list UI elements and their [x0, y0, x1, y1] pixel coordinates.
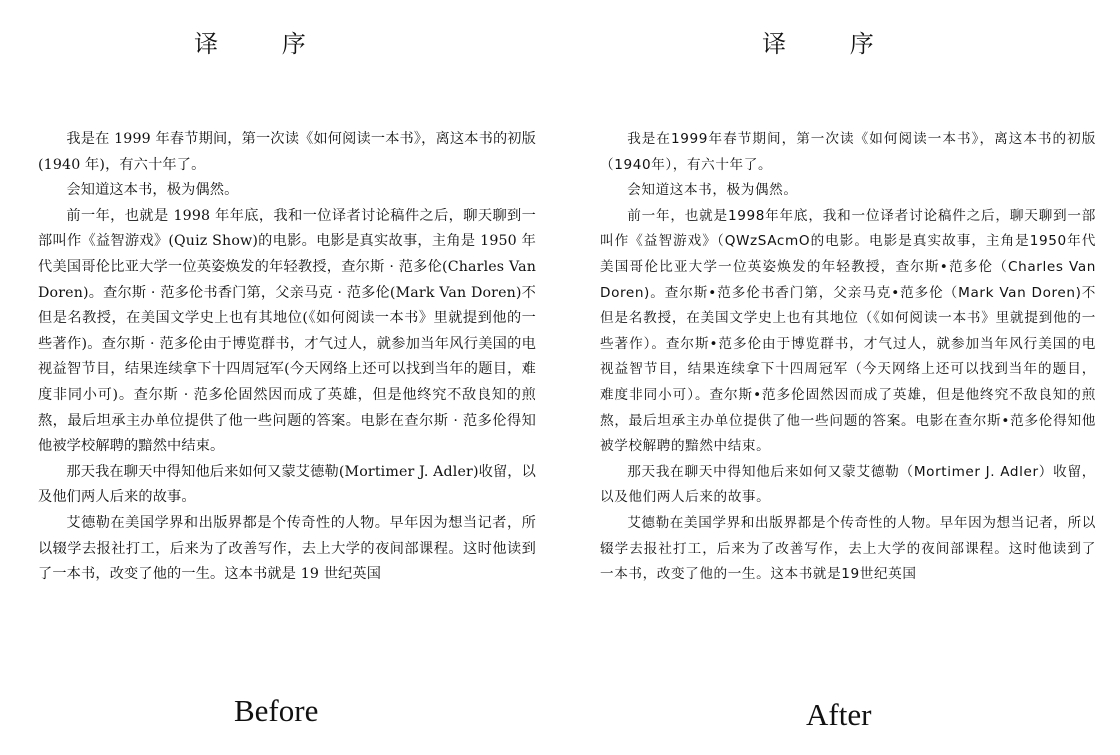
- before-page: [38, 0, 536, 690]
- paragraph: 前一年，也就是1998年年底，我和一位译者讨论稿件之后，聊天聊到一部叫作《益智游戏》（QWzSAcmO的电影。电影是真实故事，主角是1950年代美国哥伦比亚大学一位英姿焕发的年轻教授，查尔斯•范多伦（Charles Van Doren)。查尔斯•范多伦书香门第，父亲马克•范多伦（Mark Van Doren)不但是名教授，在美国文学史上也有其地位（《如何阅读一本书》里就提到他的一些著作）。查尔斯•范多伦由于博览群书，才气过人，就参加当年风行美国的电视益智节目，结果连续拿下十四周冠军（今天网络上还可以找到当年的题目，难度非同小可）。查尔斯•范多伦固然因而成了英雄，但是他终究不敌良知的煎熬，最后坦承主办单位提供了他一些问题的答案。电影在查尔斯•范多伦得知他被学校解聘的黯然中结束。: [600, 207, 1096, 455]
- paragraph: 那天我在聊天中得知他后来如何又蒙艾德勒(Mortimer J. Adler)收留，以及他们两人后来的故事。: [38, 463, 536, 506]
- paragraph: 我是在 1999 年春节期间，第一次读《如何阅读一本书》，离这本书的初版(1940 年)，有六十年了。: [38, 131, 536, 173]
- body-text: [600, 127, 1096, 588]
- paragraph: 艾德勒在美国学界和出版界都是个传奇性的人物。早年因为想当记者，所以辍学去报社打工，后来为了改善写作，去上大学的夜间部课程。这时他读到了一本书，改变了他的一生。这本书就是19世纪英国: [600, 514, 1096, 583]
- after-caption: After: [806, 697, 872, 732]
- body-text: [38, 127, 536, 588]
- paragraph: 会知道这本书，极为偶然。: [627, 182, 798, 199]
- paragraph: 我是在1999年春节期间，第一次读《如何阅读一本书》，离这本书的初版（1940年），有六十年了。: [600, 131, 1096, 173]
- paragraph: 前一年，也就是 1998 年年底，我和一位译者讨论稿件之后，聊天聊到一部叫作《益智游戏》(Quiz Show)的电影。电影是真实故事，主角是 1950 年代美国哥伦比亚大学一位英姿焕发的年轻教授，查尔斯 · 范多伦(Charles Van Doren)。查尔斯 · 范多伦书香门第，父亲马克 · 范多伦(Mark Van Doren)不但是名教授，在美国文学史上也有其地位(《如何阅读一本书》里就提到他的一些著作)。查尔斯 · 范多伦由于博览群书，才气过人，就参加当年风行美国的电视益智节目，结果连续拿下十四周冠军(今天网络上还可以找到当年的题目，难度非同小可)。查尔斯 · 范多伦固然因而成了英雄，但是他终究不敌良知的煎熬，最后坦承主办单位提供了他一些问题的答案。电影在查尔斯 · 范多伦得知他被学校解聘的黯然中结束。: [38, 207, 536, 455]
- paragraph: 艾德勒在美国学界和出版界都是个传奇性的人物。早年因为想当记者，所以辍学去报社打工，后来为了改善写作，去上大学的夜间部课程。这时他读到了一本书，改变了他的一生。这本书就是 19 世纪英国: [38, 514, 536, 583]
- paragraph: 那天我在聊天中得知他后来如何又蒙艾德勒（Mortimer J. Adler）收留，以及他们两人后来的故事。: [600, 463, 1096, 506]
- before-caption: Before: [234, 693, 319, 728]
- page-title: 译 序: [762, 30, 902, 58]
- page-title: 译 序: [194, 30, 334, 58]
- paragraph: 会知道这本书，极为偶然。: [66, 182, 239, 199]
- after-page: [600, 0, 1096, 690]
